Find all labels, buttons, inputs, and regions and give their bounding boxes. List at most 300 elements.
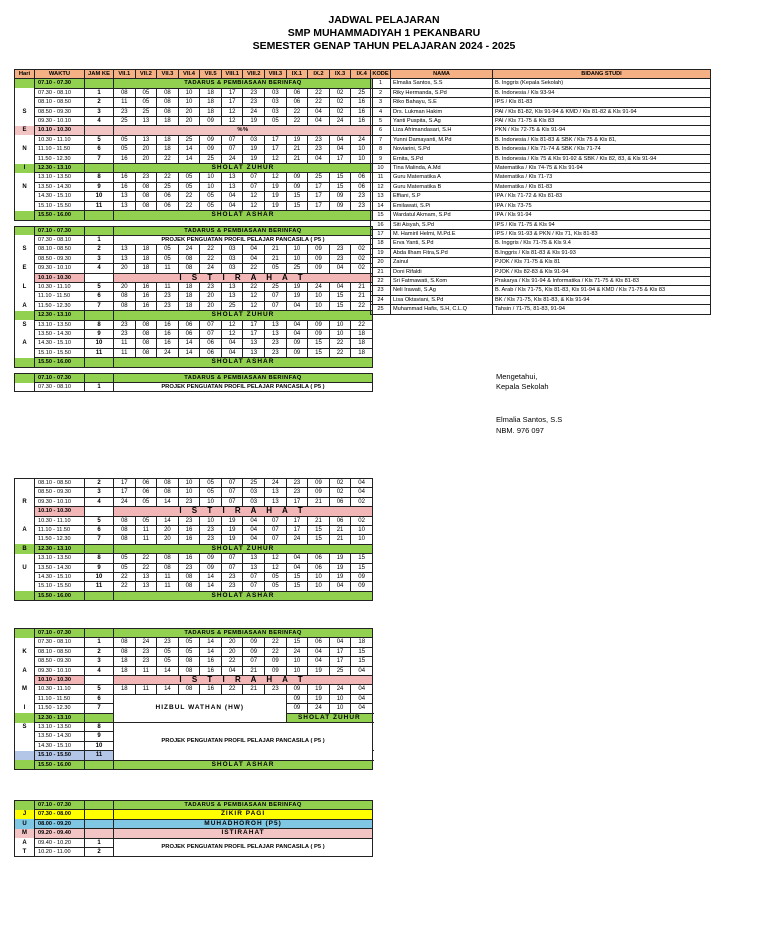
teacher-name: Sri Fatmawati, S.Kom: [391, 276, 493, 285]
day-letter: [15, 173, 35, 182]
teacher-subject: B. Indonesia / Kls 93-94: [493, 88, 711, 97]
banner-cell: SHOLAT ASHAR: [114, 358, 373, 367]
day-letter: [15, 751, 35, 760]
subject-code-cell: 06: [286, 88, 308, 97]
jam-cell: 7: [85, 704, 114, 713]
subject-code-cell: 09: [308, 329, 330, 338]
table-row: [15, 311, 373, 320]
time-cell: 11.10 - 11.50: [35, 694, 85, 703]
title-line1: JADWAL PELAJARAN: [328, 14, 440, 26]
teacher-code: 4: [371, 107, 391, 116]
subject-code-cell: 15: [286, 582, 308, 591]
teacher-subject: IPS / Kls 91-93 & PKN / Kls 71, Kls 81-83: [493, 229, 711, 238]
table-row: [15, 254, 373, 263]
jam-cell: [85, 273, 114, 282]
subject-code-cell: 04: [351, 666, 373, 675]
subject-code-cell: 08: [178, 666, 200, 675]
subject-code-cell: 05: [135, 88, 157, 97]
istirahat-banner: I S T I R A H A T: [114, 507, 373, 516]
subject-code-cell: 22: [243, 264, 265, 273]
teacher-name: Lisa Oktaviani, S.Pd: [391, 295, 493, 304]
col-class: VII.3: [157, 70, 179, 79]
subject-code-cell: 11: [157, 582, 179, 591]
jam-cell: [85, 819, 114, 828]
subject-code-cell: 05: [178, 173, 200, 182]
table-row: [15, 245, 373, 254]
subject-code-cell: 12: [221, 117, 243, 126]
subject-code-cell: 07: [243, 582, 265, 591]
istirahat-banner: I S T I R A H A T: [114, 676, 373, 685]
subject-code-cell: 11: [135, 526, 157, 535]
day-letter: [15, 79, 35, 88]
time-cell: 14.30 - 15.10: [35, 192, 85, 201]
subject-code-cell: 04: [286, 554, 308, 563]
subject-code-cell: 23: [351, 201, 373, 210]
day-letter: [15, 535, 35, 544]
day-letter: [15, 358, 35, 367]
subject-code-cell: 18: [178, 282, 200, 291]
time-cell: 13.50 - 14.30: [35, 732, 85, 741]
teacher-subject: B. Inggris (Kepala Sekolah): [493, 79, 711, 88]
table-row: [371, 276, 711, 285]
table-row: [15, 694, 373, 703]
subject-code-cell: 07: [243, 182, 265, 191]
subject-code-cell: 04: [308, 647, 330, 656]
subject-code-cell: 04: [221, 201, 243, 210]
teacher-name: Doni Rifaldi: [391, 267, 493, 276]
day-letter: T: [15, 848, 35, 857]
subject-code-cell: 17: [308, 182, 330, 191]
jam-cell: 5: [85, 516, 114, 525]
time-cell: 09.30 - 10.10: [35, 666, 85, 675]
banner-cell: TADARUS & PEMBIASAAN BERINFAQ: [114, 79, 373, 88]
jam-cell: [85, 810, 114, 819]
schedule-rabu: [14, 478, 373, 601]
jam-cell: [85, 544, 114, 553]
jam-cell: [85, 211, 114, 220]
jam-cell: 11: [85, 348, 114, 357]
subject-code-cell: 06: [351, 182, 373, 191]
subject-code-cell: 23: [157, 301, 179, 310]
subject-code-cell: 18: [135, 264, 157, 273]
time-cell: 13.50 - 14.30: [35, 329, 85, 338]
subject-code-cell: 08: [114, 88, 136, 97]
subject-code-cell: 24: [329, 117, 351, 126]
subject-code-cell: 04: [351, 704, 373, 713]
time-cell: 09.30 - 10.10: [35, 497, 85, 506]
subject-code-cell: 16: [114, 173, 136, 182]
day-letter: [15, 479, 35, 488]
subject-code-cell: 18: [200, 107, 222, 116]
table-row: [15, 801, 373, 810]
subject-code-cell: 16: [200, 657, 222, 666]
teacher-code: 5: [371, 117, 391, 126]
subject-code-cell: 11: [114, 339, 136, 348]
subject-code-cell: 12: [221, 107, 243, 116]
subject-code-cell: 05: [135, 98, 157, 107]
subject-code-cell: 08: [157, 488, 179, 497]
table-row: [15, 135, 373, 144]
table-row: [15, 535, 373, 544]
jam-cell: 11: [85, 751, 114, 760]
subject-code-cell: 08: [114, 292, 136, 301]
subject-code-cell: 09: [308, 488, 330, 497]
table-row: [371, 135, 711, 144]
jam-cell: [85, 801, 114, 810]
banner-cell: TADARUS & PEMBIASAAN BERINFAQ: [114, 373, 373, 382]
time-cell: 15.50 - 16.00: [35, 358, 85, 367]
day-letter: U: [15, 819, 35, 828]
subject-code-cell: 21: [286, 145, 308, 154]
subject-code-cell: 02: [329, 479, 351, 488]
title-line2: SMP MUHAMMADIYAH 1 PEKANBARU: [287, 27, 481, 39]
subject-code-cell: 10: [286, 245, 308, 254]
subject-code-cell: 08: [157, 98, 179, 107]
table-row: [15, 226, 373, 235]
subject-code-cell: 23: [221, 573, 243, 582]
day-letter: [15, 192, 35, 201]
subject-code-cell: 25: [135, 107, 157, 116]
banner-cell: SHOLAT ZUHUR: [114, 164, 373, 173]
subject-code-cell: 04: [329, 638, 351, 647]
subject-code-cell: 23: [329, 245, 351, 254]
table-row: [371, 201, 711, 210]
jam-cell: 6: [85, 526, 114, 535]
banner-cell: PROJEK PENGUATAN PROFIL PELAJAR PANCASILA ( P5 ): [114, 723, 373, 761]
subject-code-cell: 19: [221, 516, 243, 525]
subject-code-cell: 04: [243, 535, 265, 544]
day-letter: U: [15, 563, 35, 572]
subject-code-cell: 21: [308, 516, 330, 525]
subject-code-cell: 07: [221, 488, 243, 497]
subject-code-cell: 02: [351, 245, 373, 254]
subject-code-cell: 03: [221, 254, 243, 263]
subject-code-cell: 09: [308, 245, 330, 254]
subject-code-cell: 24: [286, 647, 308, 656]
subject-code-cell: 18: [178, 292, 200, 301]
table-row: [371, 145, 711, 154]
subject-code-cell: 02: [329, 88, 351, 97]
subject-code-cell: 05: [114, 563, 136, 572]
time-cell: 08.10 - 08.50: [35, 479, 85, 488]
subject-code-cell: 25: [243, 479, 265, 488]
teacher-code: 1: [371, 79, 391, 88]
teacher-name: Emilawati, S.Pi: [391, 201, 493, 210]
table-row: [371, 286, 711, 295]
subject-code-cell: 02: [351, 497, 373, 506]
table-row: [15, 676, 373, 685]
subject-code-cell: 19: [265, 201, 287, 210]
subject-code-cell: 19: [243, 145, 265, 154]
subject-code-cell: 08: [114, 516, 136, 525]
table-row: [15, 70, 373, 79]
table-row: [15, 164, 373, 173]
subject-code-cell: 04: [308, 117, 330, 126]
subject-code-cell: 22: [221, 657, 243, 666]
teacher-code: 12: [371, 182, 391, 191]
subject-code-cell: 13: [135, 117, 157, 126]
subject-code-cell: 05: [135, 516, 157, 525]
table-row: [15, 292, 373, 301]
subject-code-cell: 12: [265, 173, 287, 182]
subject-code-cell: 23: [135, 657, 157, 666]
jam-cell: [85, 713, 114, 722]
subject-code-cell: 06: [178, 329, 200, 338]
teacher-name: Drs. Lukman Hakim: [391, 107, 493, 116]
subject-code-cell: 07: [243, 173, 265, 182]
subject-code-cell: 24: [178, 245, 200, 254]
col-class: VIII.2: [243, 70, 265, 79]
time-cell: 11.10 - 11.50: [35, 292, 85, 301]
day-letter: A: [15, 301, 35, 310]
teacher-name: Zainul: [391, 258, 493, 267]
teacher-code: 7: [371, 135, 391, 144]
table-row: [15, 507, 373, 516]
schedule-kamis: [14, 628, 373, 770]
subject-code-cell: 13: [135, 573, 157, 582]
subject-code-cell: 03: [221, 245, 243, 254]
subject-code-cell: 12: [243, 292, 265, 301]
subject-code-cell: 08: [135, 348, 157, 357]
subject-code-cell: 25: [351, 88, 373, 97]
subject-code-cell: 21: [329, 535, 351, 544]
subject-code-cell: 25: [221, 301, 243, 310]
table-row: [15, 273, 373, 282]
jam-cell: 11: [85, 201, 114, 210]
subject-code-cell: 07: [265, 292, 287, 301]
subject-code-cell: 15: [286, 201, 308, 210]
subject-code-cell: 13: [243, 348, 265, 357]
subject-code-cell: 06: [308, 563, 330, 572]
teacher-subject: Tahsin / 71-75, 81-83, 91-94: [493, 305, 711, 314]
subject-code-cell: 09: [329, 201, 351, 210]
subject-code-cell: 25: [114, 117, 136, 126]
jam-cell: 11: [85, 582, 114, 591]
subject-code-cell: 16: [135, 292, 157, 301]
subject-code-cell: 15: [308, 535, 330, 544]
subject-code-cell: 03: [265, 88, 287, 97]
jam-cell: 1: [85, 383, 114, 392]
jam-cell: 10: [85, 339, 114, 348]
subject-code-cell: 16: [157, 329, 179, 338]
subject-code-cell: 22: [135, 554, 157, 563]
teacher-list: [370, 69, 711, 315]
time-cell: 08.50 - 09.30: [35, 254, 85, 263]
subject-code-cell: 08: [114, 526, 136, 535]
subject-code-cell: 10: [286, 254, 308, 263]
subject-code-cell: 11: [114, 348, 136, 357]
subject-code-cell: 08: [114, 638, 136, 647]
banner-cell: TADARUS & PEMBIASAAN BERINFAQ: [114, 801, 373, 810]
subject-code-cell: 07: [265, 526, 287, 535]
subject-code-cell: 10: [178, 88, 200, 97]
subject-code-cell: 17: [329, 154, 351, 163]
teacher-code: 20: [371, 258, 391, 267]
subject-code-cell: 12: [221, 329, 243, 338]
time-cell: 15.50 - 16.00: [35, 211, 85, 220]
time-cell: 08.50 - 09.30: [35, 107, 85, 116]
table-row: [15, 373, 373, 382]
subject-code-cell: 10: [351, 526, 373, 535]
subject-code-cell: 17: [221, 98, 243, 107]
day-letter: [15, 801, 35, 810]
subject-code-cell: 03: [243, 488, 265, 497]
teacher-subject: Matematika / Kls 74-75 & Kls 91-94: [493, 164, 711, 173]
subject-code-cell: 17: [221, 88, 243, 97]
subject-code-cell: 16: [200, 666, 222, 675]
subject-code-cell: 08: [157, 563, 179, 572]
time-cell: 07.10 - 07.30: [35, 373, 85, 382]
table-row: [15, 348, 373, 357]
subject-code-cell: 15: [351, 647, 373, 656]
subject-code-cell: 14: [200, 638, 222, 647]
subject-code-cell: 05: [265, 573, 287, 582]
time-cell: 11.50 - 12.30: [35, 704, 85, 713]
subject-code-cell: 13: [221, 282, 243, 291]
subject-code-cell: 02: [351, 516, 373, 525]
time-cell: 12.30 - 13.10: [35, 164, 85, 173]
subject-code-cell: 11: [135, 535, 157, 544]
subject-code-cell: 05: [200, 479, 222, 488]
istirahat-banner: I S T I R A H A T: [114, 273, 373, 282]
subject-code-cell: 03: [265, 98, 287, 107]
subject-code-cell: 25: [286, 264, 308, 273]
day-letter: I: [15, 704, 35, 713]
subject-code-cell: 18: [135, 254, 157, 263]
subject-code-cell: 17: [114, 488, 136, 497]
subject-code-cell: 04: [286, 563, 308, 572]
subject-code-cell: 21: [286, 154, 308, 163]
day-letter: [15, 254, 35, 263]
subject-code-cell: 16: [178, 554, 200, 563]
table-row: [15, 339, 373, 348]
subject-code-cell: 02: [351, 264, 373, 273]
subject-code-cell: 09: [308, 264, 330, 273]
sign-mengetahui: Mengetahui,: [496, 372, 538, 381]
teacher-name: Riky Hermanda, S.Pd: [391, 88, 493, 97]
teacher-name: Neli Irawati, S.Ag: [391, 286, 493, 295]
table-row: [15, 666, 373, 675]
table-row: [371, 239, 711, 248]
teacher-code: 10: [371, 164, 391, 173]
jam-cell: 2: [85, 479, 114, 488]
subject-code-cell: 09: [308, 254, 330, 263]
subject-code-cell: 22: [157, 173, 179, 182]
jam-cell: 3: [85, 657, 114, 666]
day-letter: [15, 516, 35, 525]
subject-code-cell: 18: [178, 301, 200, 310]
subject-code-cell: 04: [329, 264, 351, 273]
subject-code-cell: 11: [114, 98, 136, 107]
teacher-name: Yanti Puspita, S.Ag: [391, 117, 493, 126]
teacher-subject: PAI / Kls 81-82, Kls 91-94 & KMD / Kls 81-82 & Kls 91-94: [493, 107, 711, 116]
table-row: [15, 563, 373, 572]
day-letter: [15, 638, 35, 647]
time-cell: 08.00 - 09.20: [35, 819, 85, 828]
subject-code-cell: 08: [135, 182, 157, 191]
subject-code-cell: 09: [286, 173, 308, 182]
teacher-subject: B.Inggris / Kls 81-83 & Kls 91-93: [493, 248, 711, 257]
day-letter: [15, 732, 35, 741]
teacher-subject: IPA / Kls 71-72 & Kls 81-83: [493, 192, 711, 201]
subject-code-cell: 13: [135, 135, 157, 144]
subject-code-cell: 12: [243, 192, 265, 201]
time-cell: 10.10 - 10.30: [35, 676, 85, 685]
teacher-subject: B. Indonesia / Kls 81-83 & SBK / Kls 75 & Kls 81,: [493, 135, 711, 144]
banner-cell: PROJEK PENGUATAN PROFIL PELAJAR PANCASILA ( P5 ): [114, 235, 373, 244]
teacher-name: Guru Matematika B: [391, 182, 493, 191]
day-letter: S: [15, 723, 35, 732]
jam-cell: 4: [85, 666, 114, 675]
subject-code-cell: 22: [243, 282, 265, 291]
subject-code-cell: 05: [114, 145, 136, 154]
subject-code-cell: 20: [200, 292, 222, 301]
teacher-code: 21: [371, 267, 391, 276]
subject-code-cell: 04: [221, 192, 243, 201]
subject-code-cell: 22: [286, 107, 308, 116]
subject-code-cell: 13: [265, 320, 287, 329]
time-cell: 14.30 - 15.10: [35, 741, 85, 750]
subject-code-cell: 06: [351, 173, 373, 182]
subject-code-cell: 20: [178, 117, 200, 126]
table-row: [371, 107, 711, 116]
subject-code-cell: 09: [200, 145, 222, 154]
time-cell: 12.30 - 13.10: [35, 311, 85, 320]
teacher-subject: PJOK / Kls 71-75 & Kls 81: [493, 258, 711, 267]
subject-code-cell: 07: [221, 554, 243, 563]
time-cell: 10.30 - 11.10: [35, 516, 85, 525]
subject-code-cell: 15: [308, 348, 330, 357]
jam-cell: 5: [85, 685, 114, 694]
subject-code-cell: 02: [329, 98, 351, 107]
table-row: [15, 358, 373, 367]
subject-code-cell: 14: [157, 497, 179, 506]
teacher-code: 13: [371, 192, 391, 201]
jam-cell: [85, 79, 114, 88]
subject-code-cell: 19: [265, 192, 287, 201]
table-row: [371, 192, 711, 201]
subject-code-cell: 23: [178, 563, 200, 572]
jam-cell: 6: [85, 145, 114, 154]
subject-code-cell: 10: [329, 320, 351, 329]
day-letter: [15, 373, 35, 382]
teacher-code: 2: [371, 88, 391, 97]
subject-code-cell: 22: [329, 348, 351, 357]
teacher-name: Erva Yanti, S.Pd: [391, 239, 493, 248]
subject-code-cell: 14: [178, 154, 200, 163]
subject-code-cell: 17: [308, 192, 330, 201]
subject-code-cell: 10: [178, 479, 200, 488]
time-cell: 15.10 - 15.50: [35, 201, 85, 210]
day-letter: [15, 741, 35, 750]
subject-code-cell: 23: [114, 107, 136, 116]
day-letter: [15, 582, 35, 591]
table-row: [15, 838, 373, 847]
subject-code-cell: 25: [178, 135, 200, 144]
subject-code-cell: 20: [221, 638, 243, 647]
subject-code-cell: 13: [243, 554, 265, 563]
col-class: IX.1: [286, 70, 308, 79]
subject-code-cell: 18: [157, 135, 179, 144]
jam-cell: 4: [85, 497, 114, 506]
subject-code-cell: 07: [221, 145, 243, 154]
subject-code-cell: 23: [157, 292, 179, 301]
col-class: IX.2: [308, 70, 330, 79]
subject-code-cell: 05: [265, 582, 287, 591]
subject-code-cell: 17: [329, 657, 351, 666]
time-cell: 11.10 - 11.50: [35, 526, 85, 535]
subject-code-cell: 15: [351, 554, 373, 563]
